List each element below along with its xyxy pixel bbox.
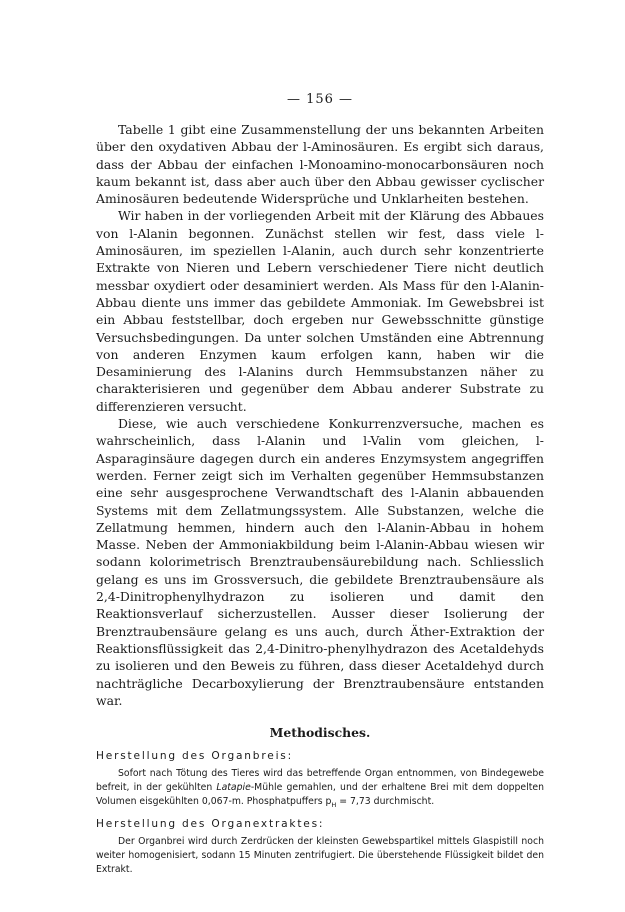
page-number: — 156 — xyxy=(286,92,354,107)
section-heading: Methodisches. xyxy=(269,725,371,741)
body-paragraph-3: Diese, wie auch verschiedene Konkurrenzversuche, machen es wahrscheinlich, dass l-Alanin und l-Valin vom gleichen, l-Asparaginsäure dagegen durch ein anderes Enzymsystem angegriffen werden. Ferner zeigt sich im Verhalten gegenüber Hemmsubstanzen eine sehr ausgesprochene Verwandtschaft des l-Alanin abbauenden Systems mit dem Zellatmungssystem. Alle Substanzen, welche die Zellatmung hemmen, hindern auch den l-Alanin-Abbau in hohem Masse. Neben der Ammoniakbildung beim l-Alanin-Abbau wiesen wir sodann kolorimetrisch Brenztraubensäurebildung nach. Schliesslich gelang es uns im Grossversuch, die gebildete Brenztraubensäure als 2,4-Dinitrophenylhydrazon zu isolieren und damit den Reaktionsverlauf sicherzustellen. Ausser dieser Isolierung der Brenztraubensäure gelang es uns auch, durch Äther-Extraktion der Reaktionsflüssigkeit das 2,4-Dinitro-phenylhydrazon des Acetaldehyds zu isolieren und den Beweis zu führen, dass dieser Acetaldehyd durch nachträgliche Decarboxylierung der Brenztraubensäure entstanden war. xyxy=(96,416,544,708)
body-paragraph-2: Wir haben in der vorliegenden Arbeit mit der Klärung des Abbaues von l-Alanin begonnen. Zunächst stellen wir fest, dass viele l-Aminosäuren, im speziellen l-Alanin, auch durch sehr konzentrierte Extrakte von Nieren und Lebern verschiedener Tiere nicht deutlich messbar oxydiert oder desaminiert werden. Als Mass für den l-Alanin-Abbau diente uns immer das gebildete Ammoniak. Im Gewebsbrei ist ein Abbau feststellbar, doch ergeben nur Gewebsschnitte günstige Versuchsbedingungen. Da unter solchen Umständen eine Abtrennung von anderen Enzymen kaum erfolgen kann, haben wir die Desaminierung des l-Alanins durch Hemmsubstanzen näher zu charakterisieren und gegenüber dem Abbau anderer Substrate zu differenzieren versucht. xyxy=(96,208,544,414)
subsection-title-organextrakt: Herstellung des Organextraktes: xyxy=(96,818,325,831)
document-page xyxy=(96,92,544,877)
subsection-title-organbrei: Herstellung des Organbreis: xyxy=(96,750,293,763)
body-paragraph-1: Tabelle 1 gibt eine Zusammenstellung der uns bekannten Arbeiten über den oxydativen Abbau der l-Aminosäuren. Es ergibt sich daraus, dass der Abbau der einfachen l-Monoamino-monocarbonsäuren noch kaum bekannt ist, dass aber auch über den Abbau gewisser cyclischer Aminosäuren bedeutende Widersprüche und Unklarheiten bestehen. xyxy=(96,122,544,207)
latapie-name: Latapie xyxy=(216,781,251,793)
subsection-text-organextrakt: Der Organbrei wird durch Zerdrücken der kleinsten Gewebspartikel mittels Glaspistill noch weiter homogenisiert, sodann 15 Minuten zentrifugiert. Die überstehende Flüssigkeit bildet den Extrakt. xyxy=(96,836,544,876)
subsection-text-organbrei: Sofort nach Tötung des Tieres wird das betreffende Organ entnommen, von Bindegewebe befreit, in der gekühlten Latapie-Mühle gemahlen, und der erhaltene Brei mit dem doppelten Volumen eisgekühlten 0,067-m. Phosphatpuffers $p_H = 7,73$ durchmischt. xyxy=(96,768,544,809)
